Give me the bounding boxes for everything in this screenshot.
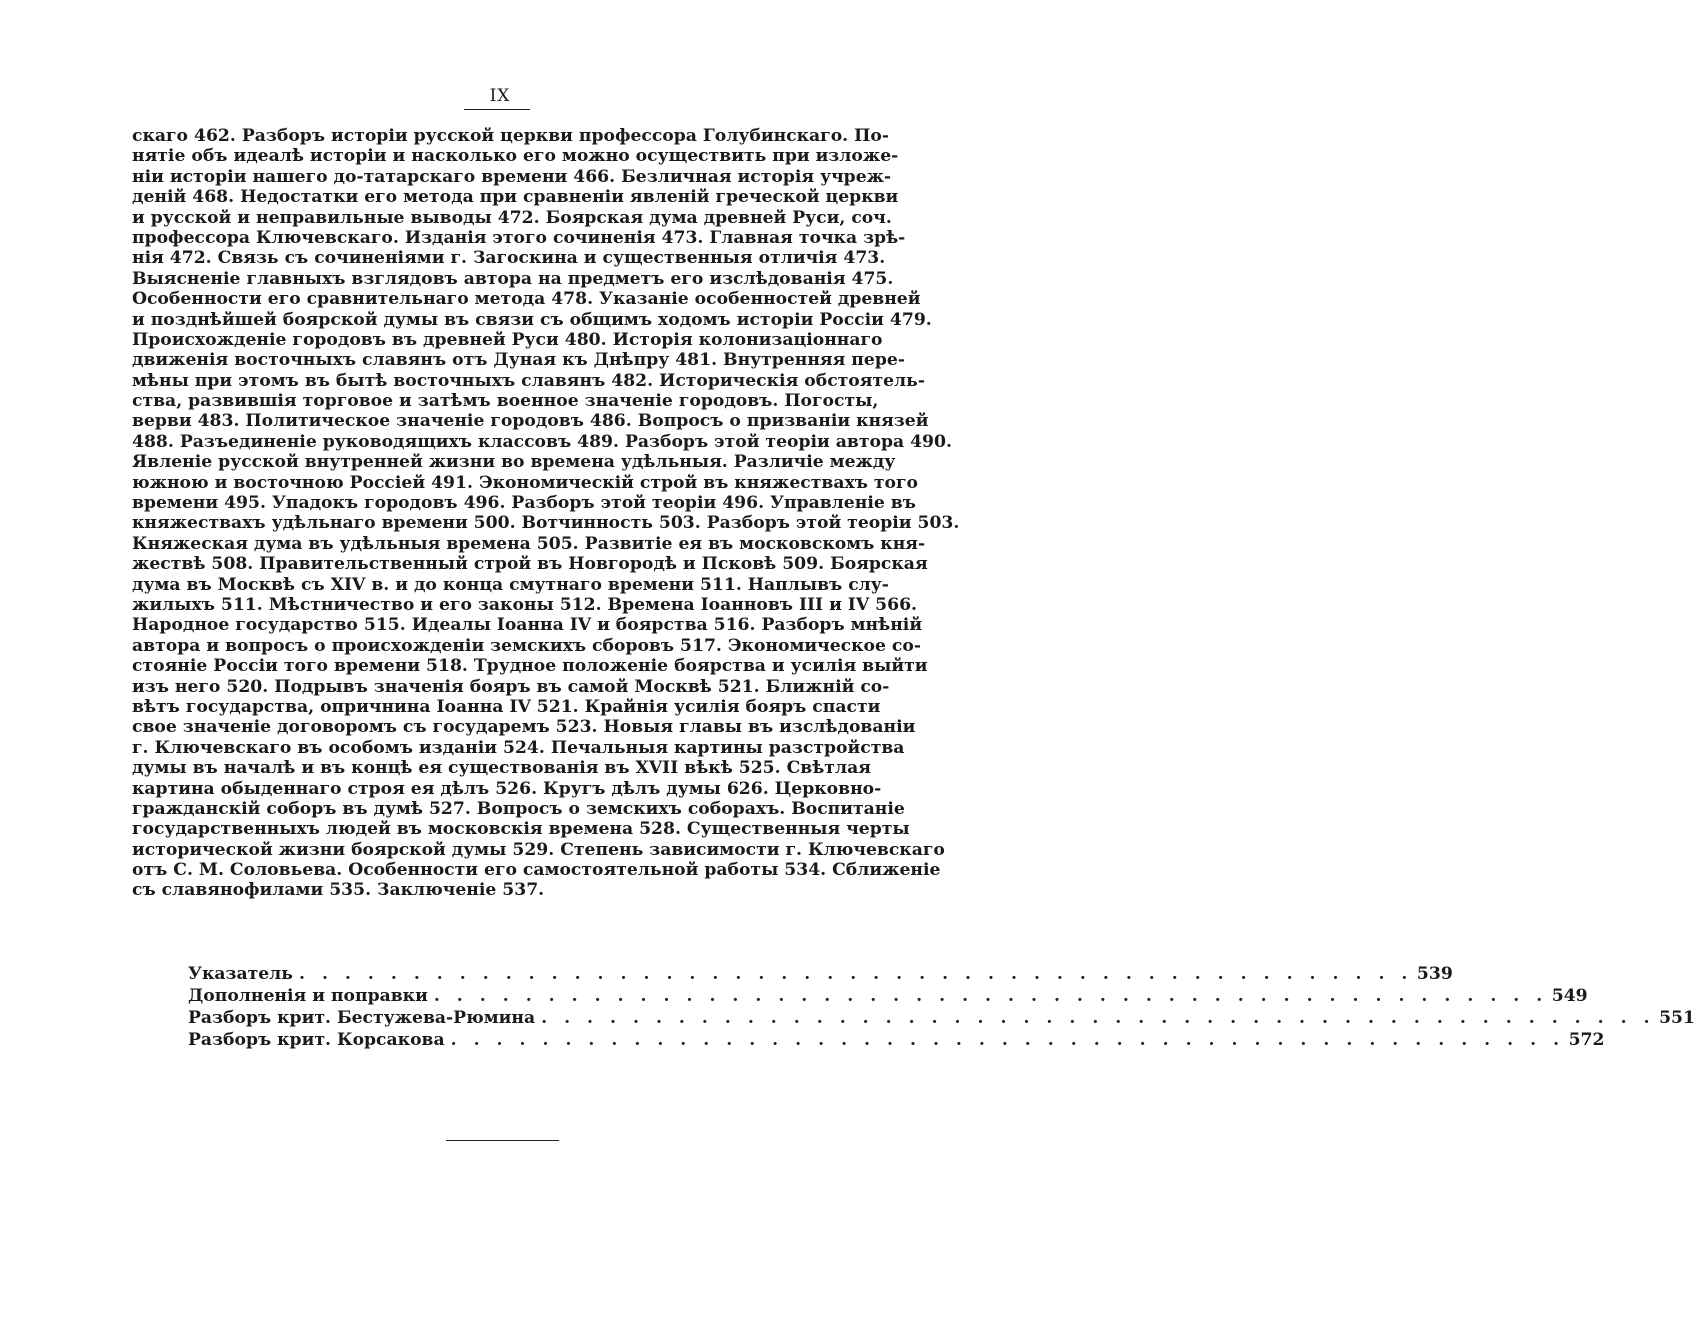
text-line: и русской и неправильные выводы 472. Боярская дума древней Руси, соч. — [132, 207, 892, 228]
index-entry-page: 551 — [1659, 1008, 1695, 1028]
text-line: Народное государство 515. Идеалы Іоанна IV и боярства 516. Разборъ мнѣній — [132, 615, 923, 636]
dot-leader — [428, 985, 1548, 1007]
index-entry — [188, 1007, 1695, 1029]
text-line: исторической жизни боярской думы 529. Степень зависимости г. Ключевскаго — [132, 839, 945, 860]
index-entry-label: Разборъ крит. Бестужева-Рюмина — [188, 1008, 536, 1028]
text-line: жилыхъ 511. Мѣстничество и его законы 512. Времена Іоанновъ III и IV 566. — [132, 594, 918, 615]
index-entry-label: Указатель — [188, 964, 293, 984]
text-line: южною и восточною Россіей 491. Экономическій строй въ княжествахъ того — [132, 472, 919, 493]
text-line: вѣтъ государства, опричнина Іоанна IV 521. Крайнія усилія бояръ спасти — [132, 696, 881, 717]
text-line: государственныхъ людей въ московскія времена 528. Существенныя черты — [132, 819, 910, 840]
text-line: Особенности его сравнительнаго метода 478. Указаніе особенностей древней — [132, 289, 921, 310]
page-number-rule — [464, 109, 530, 110]
text-line: автора и вопросъ о происхожденіи земскихъ сборовъ 517. Экономическое со- — [132, 635, 921, 656]
index-entry-label: Разборъ крит. Корсакова — [188, 1030, 445, 1050]
text-line: нятіе объ идеалѣ исторіи и насколько его можно осуществить при изложе- — [132, 146, 899, 167]
text-line: и позднѣйшей боярской думы въ связи съ общимъ ходомъ исторіи Россіи 479. — [132, 309, 932, 330]
text-line: деній 468. Недостатки его метода при сравненіи явленій греческой церкви — [132, 187, 899, 208]
text-line: съ славянофилами 535. Заключеніе 537. — [132, 880, 545, 901]
index-entry-page: 539 — [1416, 964, 1453, 984]
text-line: думы въ началѣ и въ концѣ ея существованія въ XVII вѣкѣ 525. Свѣтлая — [132, 758, 871, 779]
dot-leader — [445, 1029, 1565, 1051]
text-line: нія 472. Связь съ сочиненіями г. Загоскина и существенныя отличія 473. — [132, 248, 886, 269]
text-line: Явленіе русской внутренней жизни во времена удѣльныя. Различіе между — [132, 452, 896, 473]
index-list — [188, 963, 1695, 1051]
index-entry-page: 549 — [1551, 986, 1588, 1006]
text-line: ніи исторіи нашего до-татарскаго времени 466. Безличная исторія учреж- — [132, 166, 892, 187]
page-number: IX — [489, 86, 511, 106]
text-line: дума въ Москвѣ съ XIV в. и до конца смутнаго времени 511. Наплывъ слу- — [132, 574, 889, 595]
text-line: стояніе Россіи того времени 518. Трудное положеніе боярства и усилія выйти — [132, 656, 928, 677]
text-line: профессора Ключевскаго. Изданія этого сочиненія 473. Главная точка зрѣ- — [132, 227, 906, 248]
end-rule — [446, 1140, 559, 1141]
table-of-contents-text — [132, 126, 960, 901]
text-line: Княжеская дума въ удѣльныя времена 505. Развитіе ея въ московскомъ кня- — [132, 533, 926, 554]
text-line: отъ С. М. Соловьева. Особенности его самостоятельной работы 534. Сближеніе — [132, 860, 941, 881]
index-entry — [188, 963, 1453, 985]
text-line: ства, развившія торговое и затѣмъ военное значеніе городовъ. Погосты, — [132, 391, 879, 412]
dot-leader — [535, 1007, 1655, 1029]
index-entry — [188, 1029, 1605, 1051]
index-entry-page: 572 — [1568, 1030, 1605, 1050]
text-line: г. Ключевскаго въ особомъ изданіи 524. Печальныя картины разстройства — [132, 737, 905, 758]
text-line: гражданскій соборъ въ думѣ 527. Вопросъ о земскихъ соборахъ. Воспитаніе — [132, 798, 905, 819]
index-entry-label: Дополненія и поправки — [188, 986, 428, 1006]
text-line: времени 495. Упадокъ городовъ 496. Разборъ этой теоріи 496. Управленіе въ — [132, 493, 916, 514]
text-line: скаго 462. Разборъ исторіи русской церкви профессора Голубинскаго. По- — [132, 126, 889, 146]
text-line: княжествахъ удѣльнаго времени 500. Вотчинность 503. Разборъ этой теоріи 503. — [132, 513, 960, 534]
text-line: движенія восточныхъ славянъ отъ Дуная къ Днѣпру 481. Внутренняя пере- — [132, 350, 905, 371]
text-line: свое значеніе договоромъ съ государемъ 523. Новыя главы въ изслѣдованіи — [132, 717, 916, 738]
text-line: верви 483. Политическое значеніе городовъ 486. Вопросъ о призваніи князей — [132, 411, 929, 432]
text-line: изъ него 520. Подрывъ значенія бояръ въ самой Москвѣ 521. Ближній со- — [132, 676, 890, 697]
text-line: Происхожденіе городовъ въ древней Руси 480. Исторія колонизаціоннаго — [132, 329, 883, 350]
index-entry — [188, 985, 1588, 1007]
text-line: Выясненіе главныхъ взглядовъ автора на предметъ его изслѣдованія 475. — [132, 268, 894, 289]
text-line: картина обыденнаго строя ея дѣлъ 526. Кругъ дѣлъ думы 626. Церковно- — [132, 778, 882, 799]
text-line: 488. Разъединеніе руководящихъ классовъ 489. Разборъ этой теоріи автора 490. — [132, 431, 952, 452]
dot-leader — [293, 963, 1413, 985]
text-line: мѣны при этомъ въ бытѣ восточныхъ славянъ 482. Историческія обстоятель- — [132, 370, 925, 391]
text-line: жествѣ 508. Правительственный строй въ Новгородѣ и Псковѣ 509. Боярская — [132, 554, 928, 575]
